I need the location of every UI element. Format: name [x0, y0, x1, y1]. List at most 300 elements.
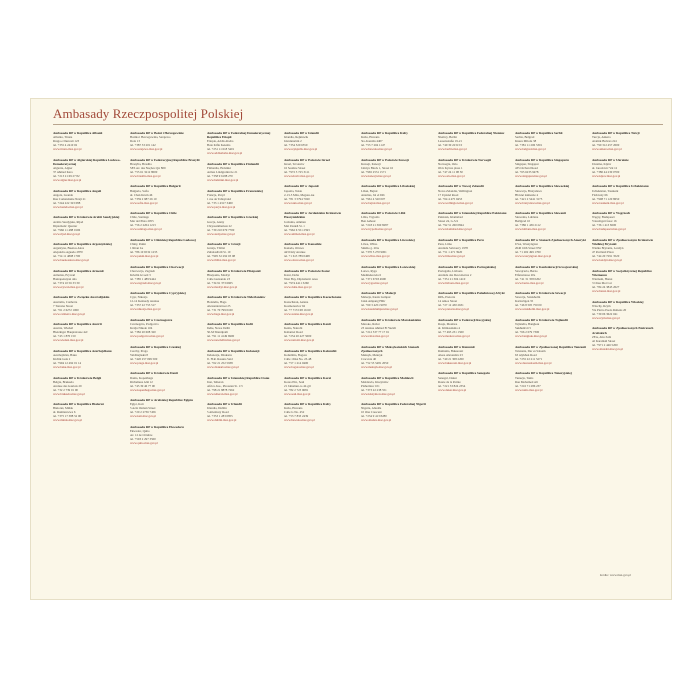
- embassy-detail: Nigeria, Abudża: [361, 406, 382, 411]
- embassy-name: Ambasada RP w Królestwie Belgii: [53, 375, 102, 380]
- embassy-detail: tel. +255 22 211 5271: [515, 356, 543, 361]
- embassy-name: Ambasada RP w Arabskiej Republice Egiptu: [130, 398, 194, 403]
- embassy-name: Ambasada RP w Republice Uzbekistanu: [592, 184, 649, 189]
- embassy-detail: Zubalashvili St. 19: [207, 250, 231, 255]
- embassy-name: Ambasada RP w Republice Korei: [284, 375, 332, 380]
- embassy-detail: tel. +998 71 120 8650: [592, 196, 620, 201]
- embassy-detail: Azerbejdżan, Baku: [53, 353, 77, 358]
- embassy-detail: Jordania, Amman: [284, 219, 306, 224]
- embassy-entry: [438, 318, 511, 338]
- embassy-website: www.nikozja.msz.gov.pl: [130, 307, 161, 312]
- embassy-website: www.minsk.msz.gov.pl: [53, 418, 82, 423]
- embassy-detail: Olav Kyrres plass 1: [438, 165, 463, 170]
- embassy-detail: Jalan Ampang Hilir: [361, 299, 386, 304]
- embassy-website: www.kopenhaga.msz.gov.pl: [130, 387, 165, 392]
- embassy-detail: tel. +1 613 789 0468: [284, 254, 310, 259]
- embassy-detail: Avenida Salaverry 1978: [438, 246, 468, 251]
- embassy-detail: 3 Chua Mot Cot: [592, 281, 613, 286]
- embassy-entry: [53, 158, 126, 182]
- embassy-detail: Norwegia, Oslo: [438, 161, 458, 166]
- embassy-entry: [361, 265, 434, 285]
- embassy-detail: Þórunnartún 2: [284, 139, 302, 144]
- embassy-detail: Izrael, Tel Awiw: [284, 161, 305, 166]
- embassy-entry: [515, 318, 588, 338]
- embassy-name: Ambasada RP w Republice Kenii: [284, 322, 331, 327]
- embassy-detail: Ben Ashour: [361, 219, 376, 224]
- embassy-website: www.ateny.msz.gov.pl: [207, 231, 235, 236]
- embassy-detail: tel. +27 12 430 2631: [438, 303, 464, 308]
- embassy-entry: [284, 349, 357, 369]
- embassy-detail: Ekwador, Quito: [130, 428, 150, 433]
- embassy-detail: Holandia, Haga: [207, 299, 227, 304]
- embassy-detail: Alejandro Aguado 2870: [53, 250, 83, 255]
- embassy-detail: tel. +36 1 413 8200: [592, 223, 617, 228]
- embassy-detail: tel. +82 2 723 9681: [284, 387, 309, 392]
- embassy-detail: Tajlandia, Bangkok: [515, 322, 540, 327]
- embassy-detail: Dola 13: [130, 139, 140, 144]
- embassy-detail: Etiopia, Addis Abeba: [207, 139, 234, 144]
- embassy-detail: Irlandia, Dublin: [207, 406, 227, 411]
- embassy-name: Ambasada RP w Państwie Katar: [284, 268, 330, 273]
- embassy-detail: tel. +61 2 6272 1000: [53, 307, 79, 312]
- embassy-detail: Szwecja, Sztokholm: [515, 295, 541, 300]
- embassy-detail: Kolumbia, Bogota: [284, 353, 307, 358]
- embassy-detail: tel. +54 11 4808 1700: [53, 254, 81, 259]
- embassy-website: www.londyn.msz.gov.pl: [592, 258, 623, 263]
- embassy-detail: tel. +374 10 56 33 30: [53, 280, 80, 285]
- embassy-entry: [361, 376, 434, 396]
- embassy-detail: Turcja, Ankara: [592, 135, 611, 140]
- embassy-detail: Bułgaria, Sofia: [130, 188, 149, 193]
- embassy-detail: Elfenstrasse 20a: [515, 272, 536, 277]
- embassy-entry: [130, 238, 203, 258]
- embassy-website: www.bogota.msz.gov.pl: [284, 365, 314, 370]
- embassy-website: www.bejrut.msz.gov.pl: [361, 200, 390, 205]
- embassy-website: www.paryz.msz.gov.pl: [207, 204, 236, 209]
- embassy-detail: Mołdawia, Kiszyniów: [361, 379, 389, 384]
- embassy-detail: Bośnia i Hercegowina, Sarajewo: [130, 135, 171, 140]
- embassy-detail: Karlavägen 35: [515, 299, 534, 304]
- embassy-detail: RPA, Pretoria: [438, 295, 456, 300]
- embassy-detail: Kenia, Nairobi: [284, 326, 303, 331]
- embassy-name: Ambasada RP w Republice Kuby: [284, 402, 331, 407]
- embassy-column: [515, 131, 588, 575]
- embassy-website: www.algier.msz.gov.pl: [53, 178, 82, 183]
- embassy-detail: tel. +966 11 488 0106: [53, 227, 81, 232]
- document-page: [30, 98, 672, 600]
- embassy-entry: [207, 349, 280, 369]
- embassy-entry: [438, 211, 511, 231]
- embassy-website: www.abuzabi.msz.gov.pl: [592, 346, 624, 351]
- embassy-name: Ambasada RP w Rumunii: [438, 344, 475, 349]
- embassy-website: www.dzakarta.msz.gov.pl: [207, 365, 239, 370]
- embassy-entry: [515, 291, 588, 311]
- embassy-entry: [361, 158, 434, 178]
- embassy-name: Ambasada RP w Republice Włoskiej: [592, 299, 644, 304]
- embassy-entry: [130, 158, 203, 178]
- embassy-name: Ambasada RP w Republice Czeskiej: [130, 344, 181, 349]
- embassy-entry: [207, 269, 280, 289]
- embassy-entry: [53, 242, 126, 262]
- embassy-detail: Szwajcaria, Berno: [515, 268, 538, 273]
- embassy-detail: tel. +55 61 3212 8000: [130, 169, 158, 174]
- embassy-detail: Route de la Pointe: [438, 379, 461, 384]
- embassy-entry: [130, 291, 203, 311]
- embassy-detail: Czarnogóra, Podgorica: [130, 322, 159, 327]
- embassy-detail: Iran, Teheran: [207, 379, 224, 384]
- embassy-detail: Bole Kifle Ketema: [207, 143, 231, 148]
- embassy-website: www.erywan.msz.gov.pl: [53, 284, 84, 289]
- embassy-detail: Kanada, Ottawa: [284, 246, 304, 251]
- embassy-name: Ambasada RP w Federacji Rosyjskiej: [438, 317, 491, 322]
- embassy-website: www.zagrzeb.msz.gov.pl: [130, 280, 162, 285]
- embassy-detail: ul. Chan Krum 46: [130, 192, 153, 197]
- embassy-detail: tel. +31 70 799 0100: [207, 307, 233, 312]
- embassy-detail: tel. +44 20 7291 3520: [592, 254, 620, 259]
- embassy-column: [207, 131, 280, 575]
- embassy-name: Ambasada RP w Czarnogórze: [130, 317, 173, 322]
- embassy-detail: Diplomatic Quarter: [53, 223, 78, 228]
- embassy-detail: Kneza Miloša 38: [515, 139, 537, 144]
- embassy-detail: tel. +593 2 297 3500: [130, 436, 156, 441]
- embassy-detail: Plahotniuc 101: [361, 383, 380, 388]
- embassy-website: www.hawana.msz.gov.pl: [284, 418, 315, 423]
- embassy-website: www.abudza.msz.gov.pl: [361, 418, 392, 423]
- embassy-detail: 1 Ritan Lu: [130, 246, 144, 251]
- embassy-detail: ZEA, Abu Zabi: [592, 334, 612, 339]
- embassy-name: Ambasada RP w Republice Singapuru: [515, 157, 569, 162]
- embassy-detail: Kuba, Hawana: [361, 135, 380, 140]
- embassy-detail: tel. +81 3 5794 7020: [284, 196, 310, 201]
- embassy-entry: [130, 131, 203, 151]
- embassy-entry: [515, 265, 588, 285]
- embassy-detail: ul. Jaroslaviv Val 12: [592, 165, 618, 170]
- embassy-detail: Rosja, Moskwa: [438, 322, 458, 327]
- embassy-name: Ambasada RP w Malezji: [361, 291, 396, 296]
- embassy-detail: Lassenstraße 19-21: [438, 139, 462, 144]
- embassy-detail: 2-13-5 Mita, Meguro-ku: [284, 192, 315, 197]
- embassy-detail: tel. +353 1 283 0855: [207, 414, 233, 419]
- embassy-name: Ambasada RP w Republice Białoruś: [53, 402, 104, 407]
- embassy-detail: tel. +420 257 099 500: [130, 356, 158, 361]
- embassy-entry: [592, 269, 665, 293]
- embassy-detail: Kuwejt, Kuwejt: [361, 161, 381, 166]
- embassy-detail: Cracovia 40: [361, 357, 377, 362]
- embassy-name: Ambasada RP w Królestwie Danii: [130, 371, 178, 376]
- embassy-entry: [592, 158, 665, 178]
- embassy-detail: tel. +41 31 358 0202: [515, 276, 541, 281]
- embassy-website: www.wilno.msz.gov.pl: [361, 254, 390, 259]
- embassy-detail: Armas Lindgrenin tie 21: [207, 170, 238, 175]
- embassy-name: Ambasada RP w Republice Kolumbii: [284, 348, 337, 353]
- embassy-website: www.bangkok.msz.gov.pl: [515, 334, 548, 339]
- embassy-entry: [130, 265, 203, 285]
- embassy-detail: Peru, Lima: [438, 242, 452, 247]
- embassy-detail: 5ta Avenida 4407: [361, 139, 383, 144]
- embassy-detail: Smėlio g. 20A: [361, 246, 379, 251]
- embassy-detail: tel. +962 6 551 2593: [284, 227, 310, 232]
- embassy-detail: Litwa, Wilno: [361, 242, 378, 247]
- embassy-entry: [53, 295, 126, 315]
- embassy-detail: tel. +51 1 471 3920: [438, 250, 463, 255]
- embassy-website: www.pretoria.msz.gov.pl: [438, 307, 470, 312]
- embassy-website: www.kualalumpur.msz.gov.pl: [361, 307, 398, 312]
- embassy-name: Ambasada RP w Republice Albanii: [53, 131, 103, 135]
- embassy-entry: [53, 349, 126, 369]
- embassy-detail: Valdštejnská 8: [130, 352, 148, 357]
- embassy-column: [53, 131, 126, 575]
- embassy-detail: Libia, Trypolis: [361, 215, 380, 220]
- embassy-detail: Portugalia, Lizbona: [438, 268, 463, 273]
- embassy-entry: [207, 295, 280, 315]
- embassy-detail: Egipt, Kair: [130, 402, 144, 407]
- embassy-entry: [207, 131, 280, 155]
- embassy-name: Ambasada RP w Republice Greckiej: [207, 215, 259, 220]
- embassy-website: www.oslo.msz.gov.pl: [438, 173, 465, 178]
- embassy-detail: Nowa Zelandia, Wellington: [438, 188, 473, 193]
- embassy-detail: Katar, Doha: [284, 272, 299, 277]
- embassy-detail: Bežigrad 10: [515, 219, 531, 224]
- embassy-column: [284, 131, 357, 575]
- embassy-entry: [361, 318, 434, 338]
- embassy-website: www.nairobi.msz.gov.pl: [284, 338, 315, 343]
- embassy-detail: tel. +357 22 753 517: [130, 303, 156, 308]
- embassy-column: [130, 131, 203, 575]
- embassy-detail: Singapur, Singapur: [515, 161, 539, 166]
- embassy-detail: 10 Ona Crescent: [361, 410, 382, 415]
- embassy-detail: tel. +47 24 11 08 50: [438, 169, 463, 174]
- embassy-website: www.kair.msz.gov.pl: [130, 414, 157, 419]
- embassy-website: www.ankara.msz.gov.pl: [592, 147, 622, 152]
- embassy-entry: [53, 322, 126, 342]
- embassy-detail: Maroko, Rabat: [361, 322, 380, 327]
- embassy-name: Ambasada RP w Węgrzech: [592, 211, 631, 216]
- embassy-name: Ambasada RP w Republice Turcji: [592, 131, 640, 135]
- embassy-name: Ambasada RP w Państwie Libii: [361, 211, 406, 216]
- embassy-detail: tel. +34 91 373 6605: [207, 280, 233, 285]
- embassy-detail: ul. Klimaszkina 4: [438, 326, 460, 331]
- embassy-entry: [592, 211, 665, 231]
- embassy-entry: [592, 326, 665, 350]
- embassy-detail: Városligeti fasor 16: [592, 219, 617, 224]
- embassy-name: Ambasada RP w Jordańskim Królestwie Haszymidzkim: [284, 211, 341, 220]
- embassy-detail: tel. +355 4 2410 02: [53, 143, 78, 148]
- embassy-entry: [438, 291, 511, 311]
- embassy-detail: tel. +43 1 870 150: [53, 334, 76, 339]
- embassy-detail: tel. +961 4 520 007: [361, 196, 386, 201]
- embassy-detail: tel. +46 8 505 750 00: [515, 303, 542, 308]
- embassy-column: [361, 131, 434, 575]
- embassy-detail: tel. +221 33 824 2354: [438, 383, 466, 388]
- source-note: źródło: www.msz.gov.pl: [599, 573, 631, 577]
- embassy-detail: tel. +56 2 2204 1213: [130, 223, 156, 228]
- embassy-website: www.reykjavik.msz.gov.pl: [284, 147, 318, 152]
- embassy-detail: tel. +974 4411 3260: [284, 280, 309, 285]
- embassy-website: www.islamabad.msz.gov.pl: [438, 227, 472, 232]
- embassy-name: Ambasada RP w Bośni i Hercegowinie: [130, 131, 184, 135]
- embassy-detail: tel. +972 3 725 3111: [284, 169, 310, 174]
- embassy-entry: [207, 402, 280, 422]
- embassy-entry: [592, 184, 665, 204]
- embassy-detail: Av. 12 de Octubre: [130, 432, 153, 437]
- embassy-detail: Korea Płd., Seul: [284, 379, 305, 384]
- embassy-detail: tel. +84 24 3845 2027: [592, 285, 620, 290]
- embassy-detail: SES Av. das Nações Qd. 809: [130, 165, 166, 170]
- embassy-detail: tel. +351 21 304 1410: [438, 276, 466, 281]
- embassy-name: Ambasada RP w Republice Słowenii: [515, 211, 566, 216]
- embassy-website: www.doha.msz.gov.pl: [284, 284, 312, 289]
- embassy-detail: Tanzania, Dar es Salaam: [515, 348, 546, 353]
- embassy-detail: tel. +385 1 489 9444: [130, 276, 156, 281]
- embassy-detail: tel. +53 7 204 1147: [361, 143, 386, 148]
- embassy-entry: [53, 131, 126, 151]
- embassy-detail: Calle Guisando 23: [207, 276, 231, 281]
- embassy-detail: Chile, Santiago: [130, 215, 150, 220]
- embassy-website: www.brasilia.msz.gov.pl: [130, 173, 161, 178]
- embassy-detail: tel. +375 17 388 52 00: [53, 414, 82, 419]
- embassy-entry: [592, 300, 665, 320]
- embassy-detail: Krležin Gvozd 3: [130, 272, 151, 277]
- embassy-detail: tel. +234 9 413 8280: [361, 414, 387, 419]
- embassy-detail: ul. Rumiancewa 6: [53, 410, 76, 415]
- embassy-website: www.sztokholm.msz.gov.pl: [515, 307, 550, 312]
- embassy-entry: [53, 189, 126, 209]
- embassy-website: www.berlin.msz.gov.pl: [438, 147, 467, 152]
- embassy-detail: Argentyna, Buenos Aires: [53, 246, 85, 251]
- embassy-detail: Via Pietro Paolo Rubens 20: [592, 307, 627, 312]
- embassy-detail: Ukraina, Kijów: [592, 161, 612, 166]
- embassy-detail: Kosmonavtov 62: [284, 303, 306, 308]
- embassy-website: www.baku.msz.gov.pl: [53, 365, 81, 370]
- embassy-name: Ambasada RP w Japonii: [284, 184, 319, 189]
- embassy-columns: [53, 131, 665, 575]
- embassy-name: Ambasada RP w Nowej Zelandii: [438, 184, 484, 189]
- embassy-website: www.budapeszt.msz.gov.pl: [592, 227, 626, 232]
- embassy-detail: 23 Avenue Ahmed El Yazidi: [361, 326, 396, 331]
- embassy-name: Ambasada RP w Republice Portugalskiej: [438, 264, 496, 269]
- embassy-detail: Indie, Nowe Delhi: [207, 326, 230, 331]
- embassy-name: Ambasada RP w Zjednoczonej Republice Tanzanii: [515, 344, 586, 349]
- embassy-entry: [515, 184, 588, 204]
- embassy-detail: Islandia, Rejkiawik: [284, 135, 309, 140]
- embassy-entry: [361, 184, 434, 204]
- embassy-detail: Rumunia, Bukareszt: [438, 348, 464, 353]
- embassy-website: www.madryt.msz.gov.pl: [207, 284, 238, 289]
- embassy-name: Ambasada RP w Królestwie Arabii Saudyjskiej: [53, 215, 120, 220]
- embassy-detail: tel. +995 32 292 03 98: [207, 254, 236, 259]
- embassy-detail: tel. +1 202 499 1700: [515, 250, 541, 255]
- embassy-website: www.bratyslawa.msz.gov.pl: [515, 200, 550, 205]
- embassy-detail: Wietnam, Hanoi: [592, 277, 613, 282]
- embassy-entry: [361, 211, 434, 231]
- embassy-entry: [361, 131, 434, 151]
- embassy-column: [592, 131, 665, 575]
- embassy-name: Ambasada RP w Zjednoczonych Emiratach Arabskich: [592, 326, 654, 335]
- embassy-website: www.wieden.msz.gov.pl: [53, 338, 84, 343]
- embassy-name: Ambasada RP w Republice Federalnej Niemiec: [438, 131, 505, 135]
- embassy-detail: 7 Turrana Street: [53, 303, 73, 308]
- embassy-detail: tel. +971 2 446 5200: [592, 342, 618, 347]
- embassy-detail: Firdavsiy 66: [592, 192, 608, 197]
- embassy-name: Ambasada RP w Republice Bułgarii: [130, 184, 181, 189]
- embassy-entry: [515, 131, 588, 151]
- embassy-detail: tel. +98 21 8878 7262: [207, 387, 235, 392]
- embassy-name: Ambasada RP w Algierskiej Republice Ludowo-Demokratycznej: [53, 157, 121, 166]
- embassy-detail: tel. +86 10 6532 1235: [130, 250, 158, 255]
- embassy-name: Ambasada RP w Królestwie Tajlandii: [515, 317, 568, 322]
- embassy-detail: Belgia, Bruksela: [53, 379, 74, 384]
- embassy-detail: tel. +65 6235 9478: [515, 169, 539, 174]
- embassy-detail: Aleea Alexandru 23: [438, 352, 463, 357]
- embassy-website: www.addisabeba.msz.gov.pl: [207, 151, 243, 156]
- embassy-detail: tel. +92 51 260 0844: [438, 223, 464, 228]
- embassy-detail: Avenida das Descobertas 2: [438, 272, 472, 277]
- embassy-detail: Czechy, Praga: [130, 348, 148, 353]
- embassy-detail: tel. +30 210 679 7700: [207, 227, 235, 232]
- embassy-detail: tel. +371 6703 4900: [361, 276, 386, 281]
- embassy-name: Ambasada RP w Republice Chile: [130, 211, 177, 216]
- embassy-name: Ambasada RP w Republice Łotewskiej: [361, 264, 416, 269]
- embassy-website: www.tokio.msz.gov.pl: [284, 200, 312, 205]
- embassy-entry: [207, 189, 280, 209]
- embassy-name: Ambasada RP w Królestwie Niderlandów: [207, 295, 266, 300]
- embassy-detail: tel. +20 2 2736 7456: [130, 410, 156, 415]
- embassy-entry: [130, 211, 203, 231]
- embassy-detail: Kichik Gala 2: [53, 357, 71, 362]
- embassy-entry: [515, 371, 588, 391]
- embassy-detail: Arabia Saudyjska, Rijad: [53, 219, 84, 224]
- embassy-name: Ambasada RP w Republice Cypryjskiej: [130, 291, 186, 296]
- embassy-website: www.tunis.msz.gov.pl: [515, 387, 543, 392]
- embassy-detail: tel. +994 12 492 01 14: [53, 361, 82, 366]
- embassy-detail: tel. +216 71 286 237: [515, 383, 541, 388]
- embassy-detail: tel. +213 21 69 27 82: [53, 174, 80, 179]
- embassy-entry: [284, 211, 357, 235]
- embassy-website: www.singapur.msz.gov.pl: [515, 173, 547, 178]
- embassy-detail: Antelias, Jal el Dib: [361, 192, 385, 197]
- embassy-detail: Mednieku iela 6: [361, 272, 382, 277]
- embassy-detail: Francja, Paryż: [207, 192, 225, 197]
- embassy-entry: [207, 322, 280, 342]
- embassy-detail: Malezja, Kuala Lumpur: [361, 295, 391, 300]
- embassy-entry: [284, 295, 357, 315]
- embassy-detail: Richelieus Allé 12: [130, 379, 153, 384]
- embassy-detail: Japonia, Tokio: [284, 188, 303, 193]
- embassy-detail: Gruzja, Tbilisi: [207, 246, 225, 251]
- embassy-name: Ambasada RP w Republice Słowackiej: [515, 184, 570, 189]
- embassy-detail: Niemcy, Berlin: [438, 135, 457, 140]
- embassy-name: Ambasada RP w Republice Kuby: [361, 131, 408, 135]
- embassy-detail: Liban, Bejrut: [361, 188, 378, 193]
- embassy-detail: Calle G No. 452: [284, 410, 305, 415]
- embassy-name: Ambasada RP w Konfederacji Szwajcarskiej: [515, 264, 578, 269]
- embassy-website: www.newdelhi.msz.gov.pl: [207, 338, 240, 343]
- embassy-website: www.lizbona.msz.gov.pl: [438, 280, 469, 285]
- embassy-detail: Alexanderstraat 25: [207, 303, 231, 308]
- embassy-name: Ambasada RP w Republice Argentyńskiej: [53, 242, 112, 247]
- embassy-name: Ambasada RP w Socjalistycznej Republice Wietnamu: [592, 268, 652, 277]
- embassy-entry: [592, 131, 665, 151]
- embassy-name: Ambasada RP w Ukrainie: [592, 157, 629, 162]
- embassy-website: www.kijow.msz.gov.pl: [592, 173, 621, 178]
- embassy-name: Ambasada RP w Islamskiej Republice Iranu: [207, 375, 270, 380]
- embassy-entry: [592, 238, 665, 262]
- embassy-detail: 443 Daly Avenue: [284, 250, 306, 255]
- embassy-website: www.sofia.msz.gov.pl: [130, 200, 158, 205]
- embassy-name: Ambasada RP w Republice Kazachstanu: [284, 295, 342, 300]
- embassy-name: Ambasada RP w Zjednoczonym Królestwie Wielkiej Brytanii: [592, 237, 653, 247]
- embassy-website: www.berno.msz.gov.pl: [515, 280, 544, 285]
